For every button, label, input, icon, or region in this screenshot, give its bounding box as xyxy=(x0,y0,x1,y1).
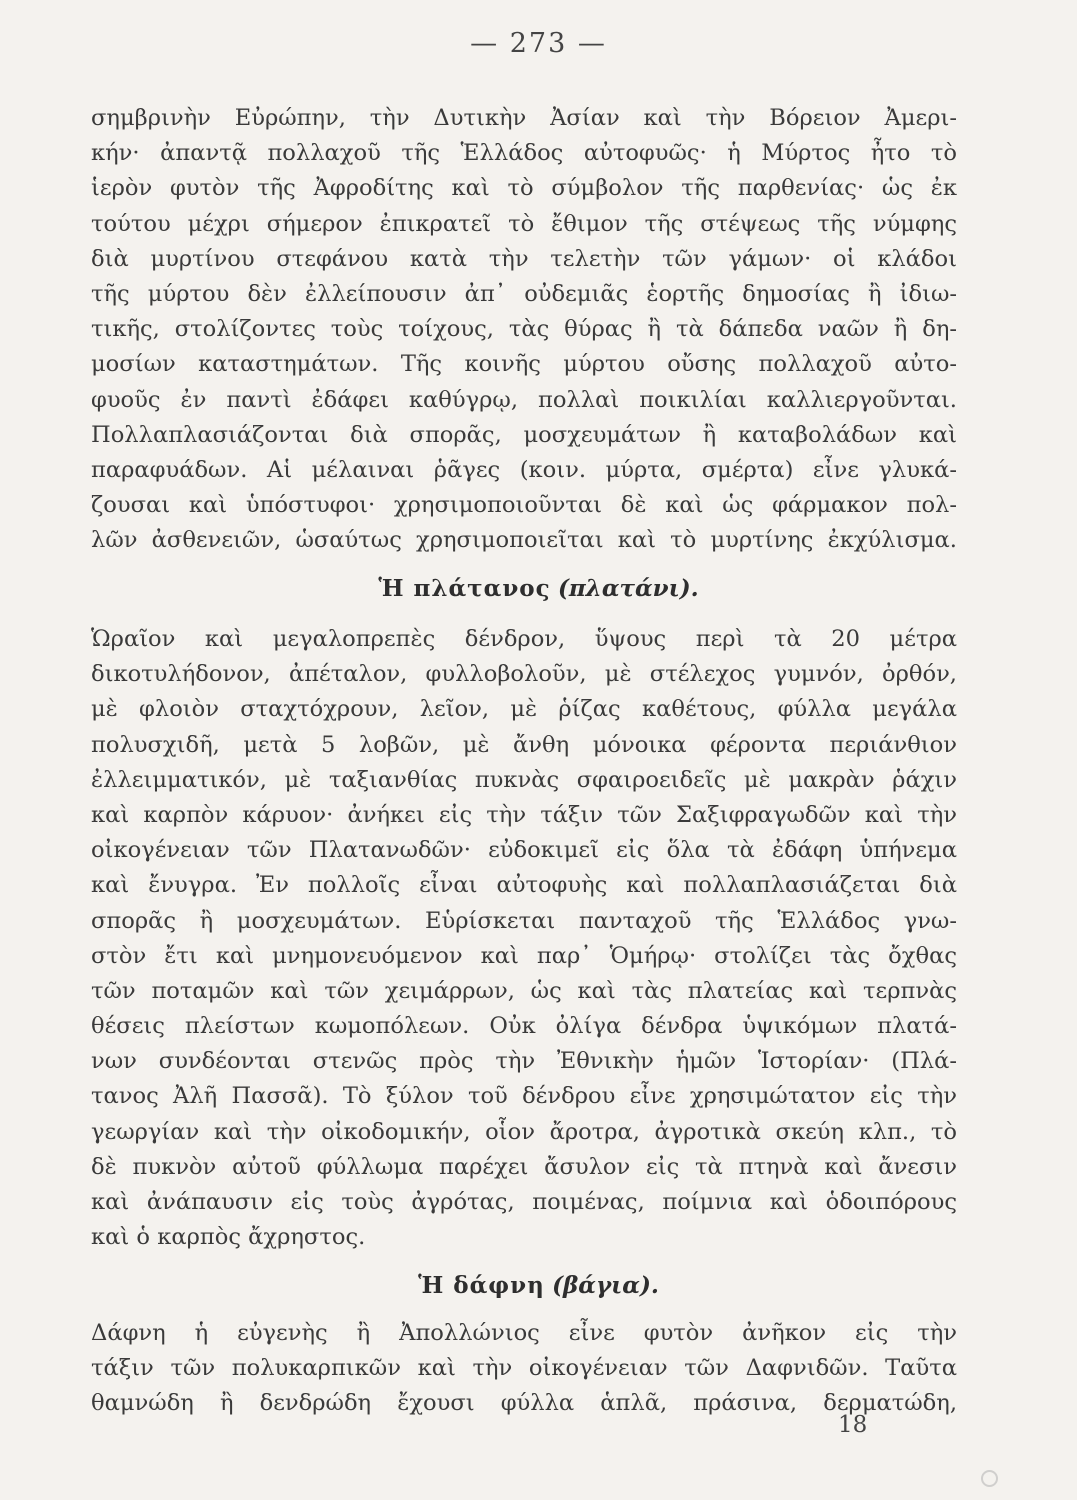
text-line: σπορᾶς ἢ μοσχευμάτων. Εὑρίσκεται πανταχοῦ τῆς Ἑλλάδος γνω- xyxy=(91,907,957,934)
text-line: φυοῦς ἐν παντὶ ἐδάφει καθύγρῳ, πολλαὶ ποικιλίαι καλλιεργοῦνται. xyxy=(91,386,957,413)
text-line: ἐλλειμματικόν, μὲ ταξιανθίας πυκνὰς σφαιροειδεῖς μὲ μακρὰν ῥάχιν xyxy=(91,766,957,793)
text-line: ζουσαι καὶ ὑπόστυφοι· χρησιμοποιοῦνται δὲ καὶ ὡς φάρμακον πολ- xyxy=(91,492,957,519)
text-line: παραφυάδων. Αἱ μέλαιναι ῥᾶγες (κοιν. μύρτα, σμέρτα) εἶνε γλυκά- xyxy=(91,456,957,483)
text-line: στὸν ἔτι καὶ μνημονευόμενον καὶ παρ᾽ Ὁμήρῳ· στολίζει τὰς ὄχθας xyxy=(91,942,957,969)
paragraph-platanos xyxy=(91,622,957,1255)
text-line: καὶ ὁ καρπὸς ἄχρηστος. xyxy=(91,1224,366,1251)
paragraph-myrtle-continued xyxy=(91,101,957,558)
text-line: καὶ καρπὸν κάρυον· ἀνήκει εἰς τὴν τάξιν τῶν Σαξιφραγωδῶν καὶ τὴν xyxy=(91,801,957,828)
text-line: μὲ φλοιὸν σταχτόχρουν, λεῖον, μὲ ῥίζας καθέτους, φύλλα μεγάλα xyxy=(91,696,957,723)
text-line: δικοτυλήδονον, ἀπέταλον, φυλλοβολοῦν, μὲ στέλεχος γυμνόν, ὀρθόν, xyxy=(91,661,957,688)
section-heading-platanos xyxy=(0,575,1077,602)
text-line: καὶ ἔνυγρα. Ἐν πολλοῖς εἶναι αὐτοφυὴς καὶ πολλαπλασιάζεται διὰ xyxy=(91,872,957,899)
section-heading-dafni xyxy=(0,1272,1077,1299)
text-line: Δάφνη ἡ εὐγενὴς ἢ Ἀπολλώνιος εἶνε φυτὸν ἀνῆκον εἰς τὴν xyxy=(91,1320,957,1346)
text-line: κήν· ἀπαντᾷ πολλαχοῦ τῆς Ἑλλάδος αὐτοφυῶς· ἡ Μύρτος ἦτο τὸ xyxy=(91,140,957,167)
text-line: λῶν ἀσθενειῶν, ὡσαύτως χρησιμοποιεῖται καὶ τὸ μυρτίνης ἐκχύλισμα. xyxy=(91,527,957,554)
page-number-header: — 273 — xyxy=(470,28,607,59)
text-line: θέσεις πλείστων κωμοπόλεων. Οὐκ ὀλίγα δένδρα ὑψικόμων πλατά- xyxy=(91,1013,957,1040)
stain-mark xyxy=(981,1470,998,1487)
heading-common-name: (πλατάνι). xyxy=(557,575,699,602)
text-line: νων συνδέονται στενῶς πρὸς τὴν Ἐθνικὴν ἡμῶν Ἱστορίαν· (Πλά- xyxy=(91,1048,957,1075)
text-line: πολυσχιδῆ, μετὰ 5 λοβῶν, μὲ ἄνθη μόνοικα φέροντα περιάνθιον xyxy=(91,731,957,758)
text-line: καὶ ἀνάπαυσιν εἰς τοὺς ἀγρότας, ποιμένας, ποίμνια καὶ ὁδοιπόρους xyxy=(91,1189,957,1215)
text-line: ἱερὸν φυτὸν τῆς Ἀφροδίτης καὶ τὸ σύμβολον τῆς παρθενίας· ὡς ἐκ xyxy=(91,175,957,202)
text-line: Ὡραῖον καὶ μεγαλοπρεπὲς δένδρον, ὕψους περὶ τὰ 20 μέτρα xyxy=(91,626,957,652)
text-line: οἰκογένειαν τῶν Πλατανωδῶν· εὐδοκιμεῖ εἰς ὅλα τὰ ἐδάφη ὑπήνεμα xyxy=(91,837,957,864)
heading-title: Ἡ δάφνη xyxy=(418,1272,545,1299)
text-line: διὰ μυρτίνου στεφάνου κατὰ τὴν τελετὴν τῶν γάμων· οἱ κλάδοι xyxy=(91,245,957,272)
heading-common-name: (βάγια). xyxy=(552,1272,659,1299)
text-line: θαμνώδη ἢ δενδρώδη ἔχουσι φύλλα ἁπλᾶ, πράσινα, δερματώδη, xyxy=(91,1390,957,1417)
text-line: δὲ πυκνὸν αὐτοῦ φύλλωμα παρέχει ἄσυλον εἰς τὰ πτηνὰ καὶ ἄνεσιν xyxy=(91,1153,957,1180)
text-line: μοσίων καταστημάτων. Τῆς κοινῆς μύρτου οὔσης πολλαχοῦ αὐτο- xyxy=(91,351,957,378)
text-line: τῶν ποταμῶν καὶ τῶν χειμάρρων, ὡς καὶ τὰς πλατείας καὶ τερπνὰς xyxy=(91,977,957,1004)
text-line: τούτου μέχρι σήμερον ἐπικρατεῖ τὸ ἔθιμον τῆς στέψεως τῆς νύμφης xyxy=(91,210,957,237)
text-line: Πολλαπλασιάζονται διὰ σπορᾶς, μοσχευμάτων ἢ καταβολάδων καὶ xyxy=(91,421,957,448)
text-line: τανος Ἀλῆ Πασσᾶ). Τὸ ξύλον τοῦ δένδρου εἶνε χρησιμώτατον εἰς τὴν xyxy=(91,1083,957,1110)
text-line: τῆς μύρτου δὲν ἐλλείπουσιν ἀπ᾽ οὐδεμιᾶς ἑορτῆς δημοσίας ἢ ἰδιω- xyxy=(91,280,957,307)
heading-title: Ἡ πλάτανος xyxy=(378,575,551,602)
signature-folio: 18 xyxy=(838,1412,868,1438)
text-line: σημβρινὴν Εὐρώπην, τὴν Δυτικὴν Ἀσίαν καὶ τὴν Βόρειον Ἀμερι- xyxy=(91,105,957,131)
text-line: γεωργίαν καὶ τὴν οἰκοδομικήν, οἷον ἄροτρα, ἀγροτικὰ σκεύη κλπ., τὸ xyxy=(91,1118,957,1145)
text-line: τικῆς, στολίζοντες τοὺς τοίχους, τὰς θύρας ἢ τὰ δάπεδα ναῶν ἢ δη- xyxy=(91,316,957,343)
text-line: τάξιν τῶν πολυκαρπικῶν καὶ τὴν οἰκογένειαν τῶν Δαφνιδῶν. Ταῦτα xyxy=(91,1355,957,1382)
paragraph-dafni xyxy=(91,1316,957,1422)
